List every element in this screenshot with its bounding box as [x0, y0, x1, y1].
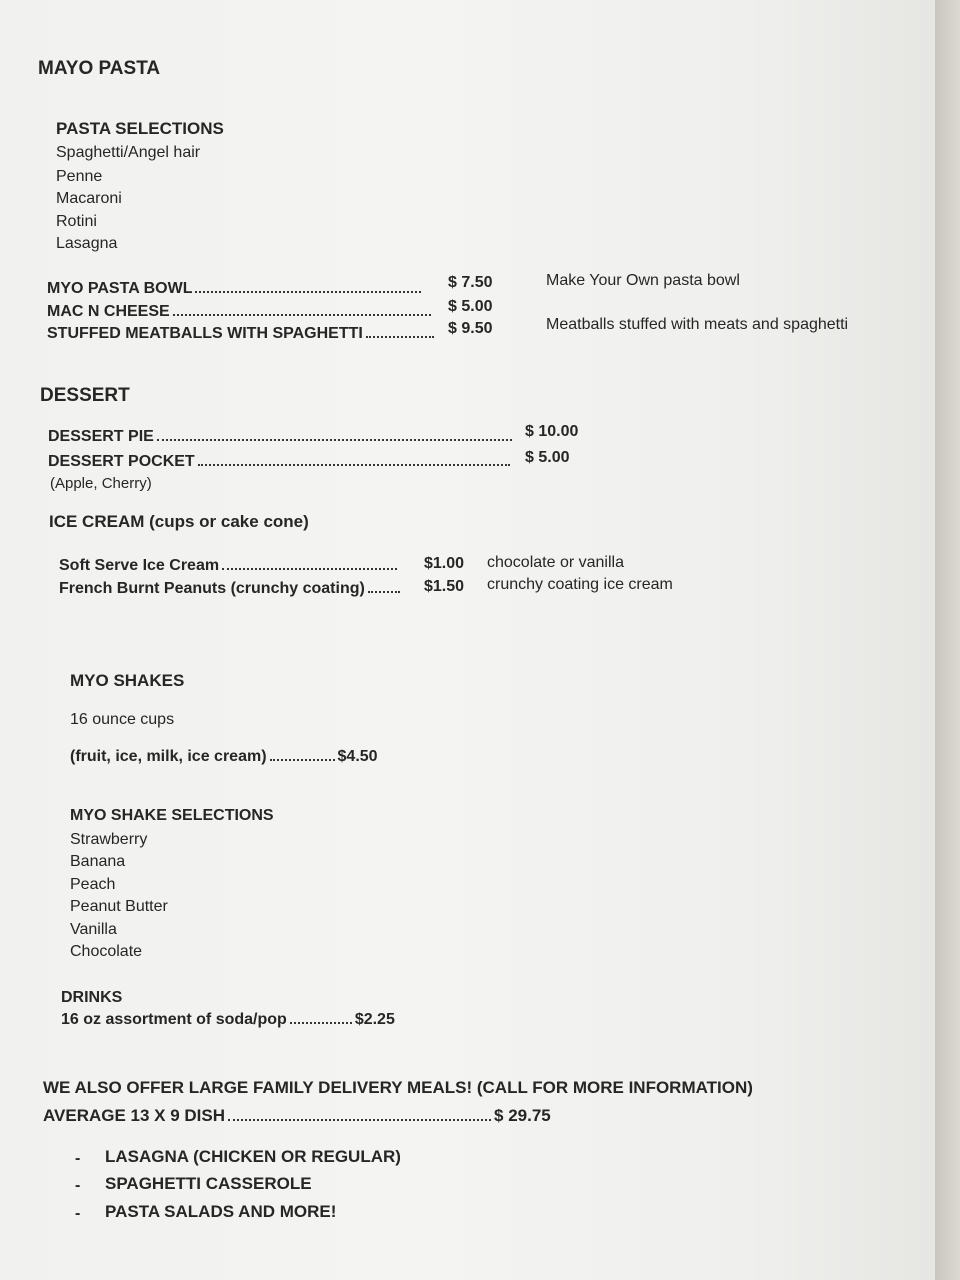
pasta-selection-item: Lasagna	[56, 235, 118, 252]
pasta-selection-item: Penne	[56, 168, 103, 185]
menu-item-row	[59, 557, 400, 575]
menu-item-price: $ 9.50	[448, 320, 493, 337]
dot-leader	[290, 1022, 352, 1024]
family-meal-item: LASAGNA (CHICKEN OR REGULAR)	[105, 1147, 401, 1166]
table-background	[935, 0, 960, 1280]
bullet-dash: -	[75, 1205, 81, 1222]
dot-leader	[195, 291, 421, 293]
family-meals-heading: WE ALSO OFFER LARGE FAMILY DELIVERY MEALS! (CALL FOR MORE INFORMATION)	[43, 1078, 753, 1097]
family-meal-item: PASTA SALADS AND MORE!	[105, 1202, 337, 1221]
shakes-heading: MYO SHAKES	[70, 671, 185, 690]
menu-item-row	[47, 325, 437, 343]
menu-item-price: $1.00	[424, 555, 465, 572]
dot-leader	[222, 568, 397, 570]
dot-leader	[157, 439, 512, 441]
menu-item-price: $ 10.00	[525, 423, 579, 440]
menu-item-price: $2.25	[354, 1011, 395, 1028]
shake-selection-item: Vanilla	[70, 921, 117, 938]
menu-item-price: $ 5.00	[448, 298, 493, 315]
menu-item-price: $ 29.75	[494, 1106, 551, 1125]
menu-item-price: $ 7.50	[448, 274, 493, 291]
menu-item-name: Soft Serve Ice Cream	[59, 557, 220, 574]
menu-item-name: AVERAGE 13 X 9 DISH	[43, 1106, 226, 1125]
menu-item-description: crunchy coating ice cream	[487, 576, 673, 593]
dot-leader	[368, 591, 400, 593]
drinks-heading: DRINKS	[61, 989, 123, 1006]
pasta-selections-heading: PASTA SELECTIONS	[56, 119, 224, 138]
dessert-pocket-note: (Apple, Cherry)	[50, 475, 152, 492]
dot-leader	[270, 759, 335, 761]
pasta-selection-item: Rotini	[56, 213, 97, 230]
dessert-heading: DESSERT	[40, 385, 130, 406]
menu-item-name: MYO PASTA BOWL	[47, 280, 193, 297]
family-meal-item: SPAGHETTI CASSEROLE	[105, 1174, 312, 1193]
menu-item-row	[47, 280, 424, 298]
dot-leader	[366, 336, 434, 338]
menu-item-price: $ 5.00	[525, 449, 570, 466]
menu-item-name: MAC N CHEESE	[47, 303, 170, 320]
menu-item-name: STUFFED MEATBALLS WITH SPAGHETTI	[47, 325, 363, 342]
menu-item-row	[48, 453, 513, 471]
shake-selection-item: Peach	[70, 876, 116, 893]
menu-item-description: Meatballs stuffed with meats and spaghetti	[546, 316, 849, 333]
menu-item-price: $1.50	[424, 578, 465, 595]
bullet-dash: -	[75, 1150, 81, 1167]
menu-item-description: Make Your Own pasta bowl	[546, 272, 740, 289]
menu-item-row	[48, 428, 515, 446]
menu-item-name: (fruit, ice, milk, ice cream)	[70, 748, 267, 765]
menu-item-name: DESSERT POCKET	[48, 453, 195, 470]
menu-item-name: DESSERT PIE	[48, 428, 154, 445]
menu-item-description: chocolate or vanilla	[487, 554, 624, 571]
shake-selections-heading: MYO SHAKE SELECTIONS	[70, 807, 274, 824]
dot-leader	[228, 1119, 491, 1121]
shake-selection-item: Banana	[70, 853, 126, 870]
menu-item-row	[59, 580, 403, 598]
shake-selection-item: Chocolate	[70, 943, 143, 960]
menu-item-name: French Burnt Peanuts (crunchy coating)	[59, 580, 365, 597]
dot-leader	[198, 464, 510, 466]
menu-item-price: $4.50	[337, 748, 378, 765]
pasta-selection-item: Macaroni	[56, 190, 122, 207]
menu-item-row	[43, 1106, 551, 1126]
pasta-selection-item: Spaghetti/Angel hair	[56, 144, 201, 161]
bullet-dash: -	[75, 1177, 81, 1194]
ice-cream-heading: ICE CREAM (cups or cake cone)	[49, 512, 309, 531]
menu-title: MAYO PASTA	[38, 58, 161, 79]
menu-item-row	[70, 748, 378, 766]
shake-size: 16 ounce cups	[70, 711, 175, 728]
menu-item-row	[61, 1011, 395, 1029]
shake-selection-item: Strawberry	[70, 831, 148, 848]
menu-item-row	[47, 303, 434, 321]
shake-selection-item: Peanut Butter	[70, 898, 168, 915]
menu-item-name: 16 oz assortment of soda/pop	[61, 1011, 287, 1028]
dot-leader	[173, 314, 431, 316]
